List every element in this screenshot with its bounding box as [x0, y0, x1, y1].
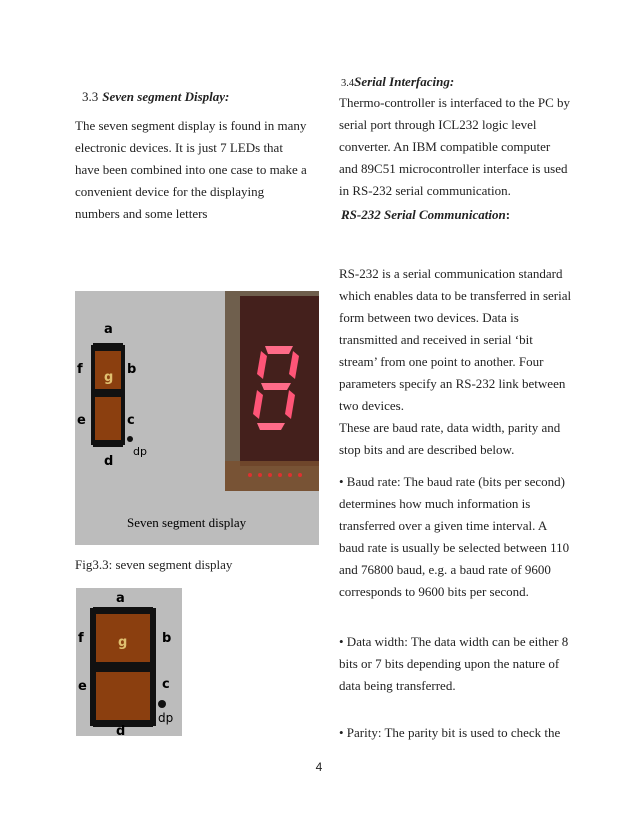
segment-label-dp: dp [133, 445, 147, 458]
para-line: parameters specify an RS-232 link between [339, 376, 566, 391]
para-line: and 76800 baud, e.g. a baud rate of 9600 [339, 562, 551, 577]
para-line: have been combined into one case to make a [75, 162, 307, 177]
subheading-text: RS-232 Serial Communication [341, 207, 506, 222]
para-line: baud rate is usually be selected between 110 [339, 540, 570, 555]
para-line: transmitted and received in serial ‘bit [339, 332, 533, 347]
segment-label-d: d [104, 454, 114, 469]
seven-segment-diagram-2 [76, 588, 182, 736]
segment-label-d: d [116, 724, 126, 736]
para-line: bits or 7 bits depending upon the nature of [339, 656, 560, 671]
segment-label-e: e [78, 679, 87, 694]
baud-rate-item [339, 471, 629, 603]
para-line: which enables data to be transferred in serial [339, 288, 572, 303]
figure-caption: Fig3.3: seven segment display [75, 557, 233, 572]
para-line: These are baud rate, data width, parity and [339, 420, 561, 435]
rs232-paragraph [339, 263, 629, 461]
para-line: in RS-232 serial communication. [339, 183, 511, 198]
segment-label-dp: dp [158, 711, 174, 725]
segment-label-g: g [118, 635, 128, 650]
para-line: and 89C51 microcontroller interface is used [339, 161, 568, 176]
seven-segment-paragraph [75, 115, 325, 225]
para-line: convenient device for the displaying [75, 184, 265, 199]
para-line: transferred over a given time interval. A [339, 518, 548, 533]
para-line: serial port through ICL232 logic level [339, 117, 537, 132]
para-line: data being transferred. [339, 678, 456, 693]
parity-item [339, 722, 629, 744]
para-line: • Baud rate: The baud rate (bits per second) [339, 474, 565, 489]
para-line: electronic devices. It is just 7 LEDs that [75, 140, 283, 155]
para-line: stream’ from one point to another. Four [339, 354, 544, 369]
segment-label-b: b [127, 362, 137, 377]
lower-segment-block [94, 670, 152, 726]
figure-inner-caption: Seven segment display [127, 515, 247, 530]
rs232-subheading [341, 204, 510, 226]
data-width-item [339, 631, 629, 697]
para-line: • Data width: The data width can be either 8 [339, 634, 569, 649]
segment-label-f: f [78, 631, 84, 646]
section-3-3-heading [82, 86, 229, 108]
section-title: Seven segment Display: [102, 89, 230, 104]
para-line: Thermo-controller is interfaced to the PC by [339, 95, 571, 110]
segment-label-g: g [104, 370, 114, 385]
para-line: form between two devices. Data is [339, 310, 519, 325]
para-line: two devices. [339, 398, 404, 413]
subheading-colon: : [505, 207, 511, 222]
segment-label-a: a [116, 591, 125, 606]
seven-segment-diagram [75, 291, 319, 545]
para-line: • Parity: The parity bit is used to check the [339, 725, 561, 740]
segment-label-c: c [162, 677, 170, 692]
para-line: determines how much information is [339, 496, 531, 511]
segment-label-b: b [162, 631, 172, 646]
para-line: converter. An IBM compatible computer [339, 139, 551, 154]
para-line: RS-232 is a serial communication standard [339, 266, 563, 281]
section-3-4-heading [341, 73, 454, 91]
para-line: stop bits and are described below. [339, 442, 515, 457]
para-line: The seven segment display is found in many [75, 118, 307, 133]
section-number: 3.3 [82, 89, 99, 104]
section-number: 3.4 [341, 78, 355, 89]
section-title: Serial Interfacing: [354, 74, 455, 89]
page-number: 4 [315, 760, 323, 774]
segment-label-e: e [77, 413, 86, 428]
para-line: corresponds to 9600 bits per second. [339, 584, 529, 599]
segment-label-a: a [104, 322, 113, 337]
serial-interfacing-paragraph [339, 92, 629, 202]
segment-label-c: c [127, 413, 135, 428]
seven-segment-figure [75, 291, 319, 545]
para-line: numbers and some letters [75, 206, 208, 221]
segment-label-f: f [77, 362, 83, 377]
